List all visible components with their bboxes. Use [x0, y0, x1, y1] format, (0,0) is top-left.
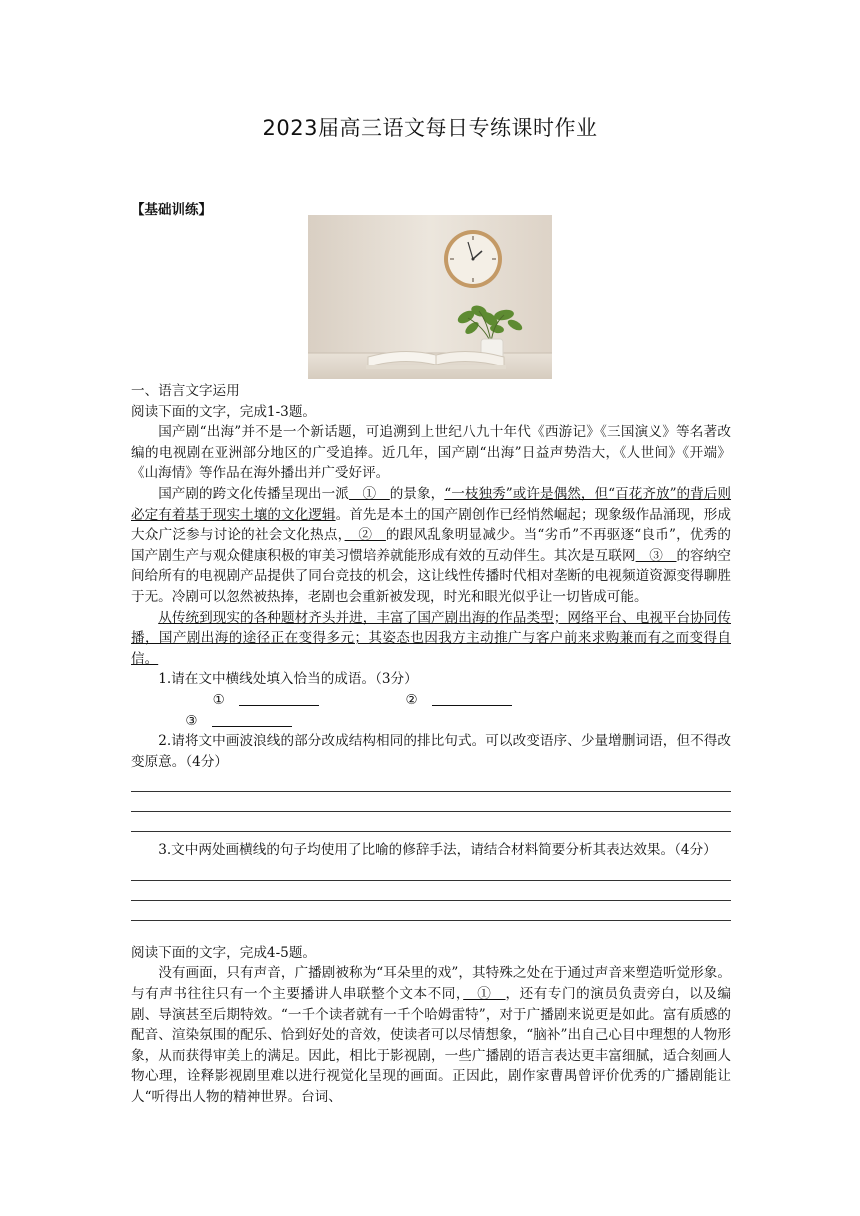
- part1-heading: 一、语言文字运用: [131, 383, 240, 399]
- wavy-underlined-sentence: 从传统到现实的各种题材齐头并进，丰富了国产剧出海的作品类型；网络平台、电视平台协同传播，国产剧出海的途径正在变得多元；其姿态也因我方主动推广与客户前来求购兼而有之而变得自信。: [131, 609, 731, 667]
- answer-line[interactable]: [131, 812, 731, 832]
- answer-slot-3[interactable]: [131, 711, 306, 732]
- p2-text-a: 国产剧的跨文化传播呈现出一派: [158, 485, 349, 502]
- answer-line[interactable]: [131, 792, 731, 812]
- p2-text-b: 的景象，: [389, 485, 445, 502]
- p2-text-c: 。首先是本土的国产剧创作已经悄然崛起；现象级作品涌现，形成大众广泛参与讨论的社会文化热点，: [131, 506, 732, 544]
- blank-2: ②: [344, 527, 386, 544]
- p4-text-a: 没有画面，只有声音，广播剧被称为“耳朵里的戏”，其特殊之处在于通过声音来塑造听觉形象。与有声书往往只有一个主要播讲人串联整个文本不同，: [131, 965, 731, 1003]
- answer-label-3: ③: [185, 712, 198, 729]
- p4-text-b: ，还有专门的演员负责旁白，以及编剧、导演甚至后期特效。“一千个读者就有一千个哈姆雷特”，对于广播剧来说更是如此。富有质感的配音、渲染氛围的配乐、恰到好处的音效，使读者可以尽情想象，“脑补”出自己心目中理想的人物形象，从而获得审美上的满足。因此，相比于影视剧，一些广播剧的语言表达更丰富细腻，适合刻画人物心理，诠释影视剧里难以进行视觉化呈现的画面。正因此，剧作家曹禺曾评价优秀的广播剧能让人“听得出人物的精神世界。台词、: [131, 986, 731, 1106]
- reading2-instruction: 阅读下面的文字，完成4-5题。: [131, 944, 317, 961]
- answer-blank-2[interactable]: [432, 691, 512, 706]
- answer-line[interactable]: [131, 881, 731, 901]
- question-1: 1.请在文中横线处填入恰当的成语。（3分）: [158, 671, 418, 688]
- answer-label-1: ①: [212, 691, 225, 708]
- passage1-paragraph3: [131, 608, 731, 670]
- p2-text-e: 的容纳空间给所有的电视剧产品提供了同台竞技的机会，这让线性传播时代相对垄断的电视频道资源变得聊胜于无。冷剧可以忽然被热捧，老剧也会重新被发现，时光和眼光似乎让一切皆成可能。: [131, 547, 732, 605]
- question-1-answer-row: [131, 690, 731, 731]
- passage1-paragraph1: 国产剧“出海”并不是一个新话题，可追溯到上世纪八九十年代《西游记》《三国演义》等名著改编的电视剧在亚洲部分地区的广受追捧。近几年，国产剧“出海”日益声势浩大，《人世间》《开端》《山海情》等作品在海外播出并广受好评。: [131, 424, 731, 482]
- blank-4: ①: [463, 986, 506, 1003]
- question-2-answer-lines: [131, 772, 731, 832]
- reading1-instruction: 阅读下面的文字，完成1-3题。: [131, 403, 317, 420]
- document-body: [131, 381, 731, 1108]
- answer-slot-1[interactable]: [158, 690, 333, 711]
- blank-3: ③: [635, 547, 677, 564]
- question-3-answer-lines: [131, 861, 731, 921]
- blank-1: ①: [348, 485, 390, 502]
- page-title: 2023届高三语文每日专练课时作业: [262, 116, 598, 140]
- answer-line[interactable]: [131, 772, 731, 792]
- question-3: 3.文中两处画横线的句子均使用了比喻的修辞手法，请结合材料简要分析其表达效果。（4分）: [158, 842, 717, 859]
- question-2: 2.请将文中画波浪线的部分改成结构相同的排比句式。可以改变语序、少量增删词语，但不得改变原意。（4分）: [131, 733, 731, 770]
- section-tag: 【基础训练】: [131, 202, 212, 218]
- passage1-paragraph2: [131, 484, 731, 608]
- answer-line[interactable]: [131, 861, 731, 881]
- p2-text-d: 的跟风乱象明显减少。当“劣币”不再驱逐“良币”，优秀的国产剧生产与观众健康积极的审美习惯培养就能形成有效的互动伴生。其次是互联网: [131, 527, 732, 564]
- answer-slot-2[interactable]: [351, 690, 526, 711]
- passage2-paragraph1: [131, 963, 731, 1107]
- answer-blank-3[interactable]: [212, 712, 292, 727]
- underlined-sentence: “一枝独秀”或许是偶然，但“百花齐放”的背后则必定有着基于现实土壤的文化逻辑: [131, 485, 732, 523]
- clock-plant-book-photo: [308, 215, 552, 379]
- answer-line[interactable]: [131, 901, 731, 921]
- answer-label-2: ②: [405, 691, 418, 708]
- answer-blank-1[interactable]: [239, 691, 319, 706]
